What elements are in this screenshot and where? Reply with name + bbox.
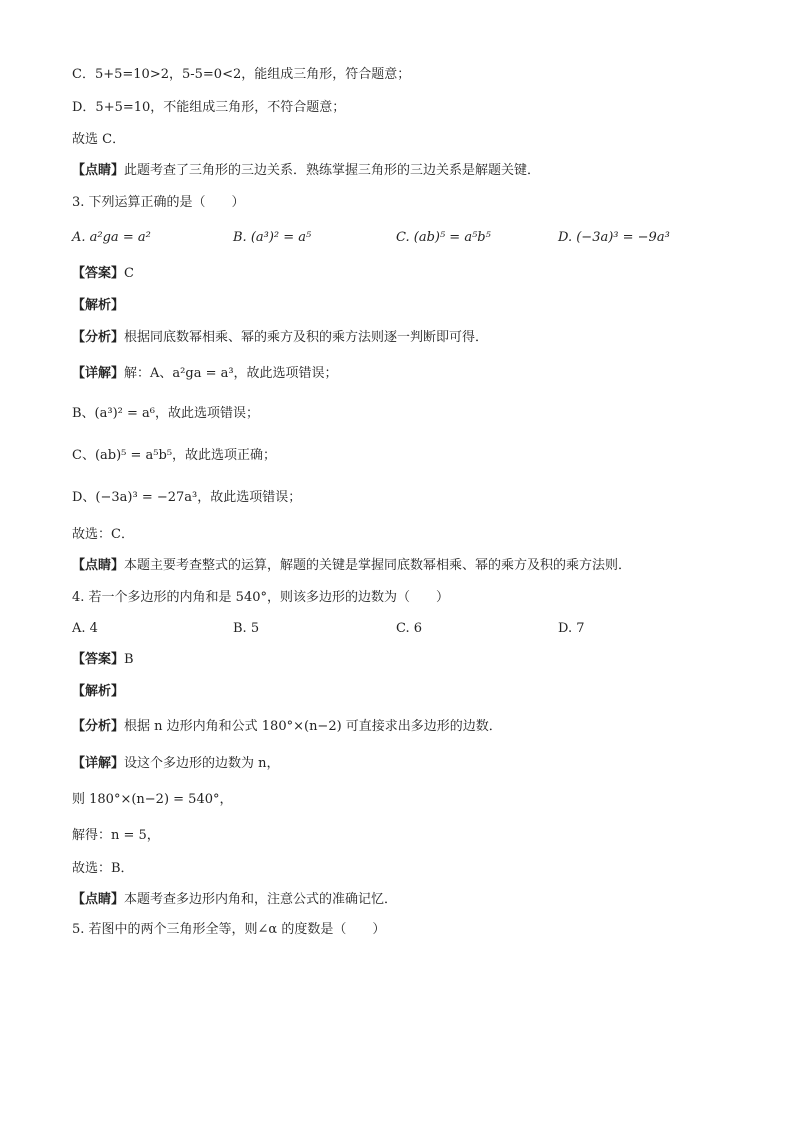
section-tag: 【答案】 <box>72 652 125 667</box>
option-b: B. (a³)² = a⁵ <box>233 230 312 245</box>
text-line: C．5+5=10>2，5-5=0<2，能组成三角形，符合题意； <box>72 67 411 82</box>
detail-line <box>72 755 280 773</box>
answer-line <box>72 651 134 669</box>
option-b: B. 5 <box>233 621 260 636</box>
section-text: 本题主要考查整式的运算，解题的关键是掌握同底数幂相乘、幂的乘方及积的乘方法则． <box>124 558 632 573</box>
section-tag: 【点睛】 <box>72 558 125 573</box>
text-line: D．5+5=10，不能组成三角形，不符合题意； <box>72 100 346 115</box>
analysis-heading: 【解析】 <box>72 684 125 699</box>
option-a: A. a²ga = a² <box>72 230 151 245</box>
section-text: 此题考查了三角形的三边关系．熟练掌握三角形的三边关系是解题关键． <box>124 163 541 178</box>
section-tag: 【答案】 <box>72 266 125 281</box>
section-text: 根据同底数幂相乘、幂的乘方及积的乘方法则逐一判断即可得． <box>124 330 489 345</box>
answer-value: C <box>124 266 134 281</box>
section-text: 解：A、a²ga = a³，故此选项错误； <box>124 366 338 381</box>
detail-line: 则 180°×(n−2) = 540°， <box>72 792 233 807</box>
text-line: 故选 C． <box>72 132 126 147</box>
question-3: 3. 下列运算正确的是（ ） <box>72 195 245 210</box>
answer-line <box>72 265 134 283</box>
answer-value: B <box>124 652 134 667</box>
detail-line: D、(−3a)³ = −27a³，故此选项错误； <box>72 490 302 505</box>
question-5: 5. 若图中的两个三角形全等，则∠α 的度数是（ ） <box>72 922 386 937</box>
section-text: 设这个多边形的边数为 n， <box>124 756 280 771</box>
option-c: C. 6 <box>396 621 423 636</box>
detail-line: B、(a³)² = a⁶，故此选项错误； <box>72 406 259 421</box>
section-tag: 【点睛】 <box>72 892 125 907</box>
section-tag: 【详解】 <box>72 756 125 771</box>
detail-line <box>72 365 338 383</box>
select-line: 故选：B． <box>72 861 134 876</box>
section-tag: 【点睛】 <box>72 163 125 178</box>
option-d: D. 7 <box>558 621 585 636</box>
comment-line <box>72 557 631 575</box>
detail-line: C、(ab)⁵ = a⁵b⁵，故此选项正确； <box>72 448 277 463</box>
option-d: D. (−3a)³ = −9a³ <box>558 230 670 245</box>
section-tag: 【分析】 <box>72 330 125 345</box>
text-line <box>72 162 540 180</box>
section-tag: 【详解】 <box>72 366 125 381</box>
option-a: A. 4 <box>72 621 98 636</box>
question-4: 4. 若一个多边形的内角和是 540°，则该多边形的边数为（ ） <box>72 590 449 605</box>
analysis-line <box>72 718 502 736</box>
select-line: 故选：C． <box>72 527 134 542</box>
section-text: 本题考查多边形内角和，注意公式的准确记忆． <box>124 892 398 907</box>
section-text: 根据 n 边形内角和公式 180°×(n−2) 可直接求出多边形的边数． <box>124 719 502 734</box>
comment-line <box>72 891 397 909</box>
section-tag: 【分析】 <box>72 719 125 734</box>
detail-line: 解得：n = 5， <box>72 828 160 843</box>
analysis-line <box>72 329 488 347</box>
analysis-heading: 【解析】 <box>72 298 125 313</box>
option-c: C. (ab)⁵ = a⁵b⁵ <box>396 230 491 245</box>
